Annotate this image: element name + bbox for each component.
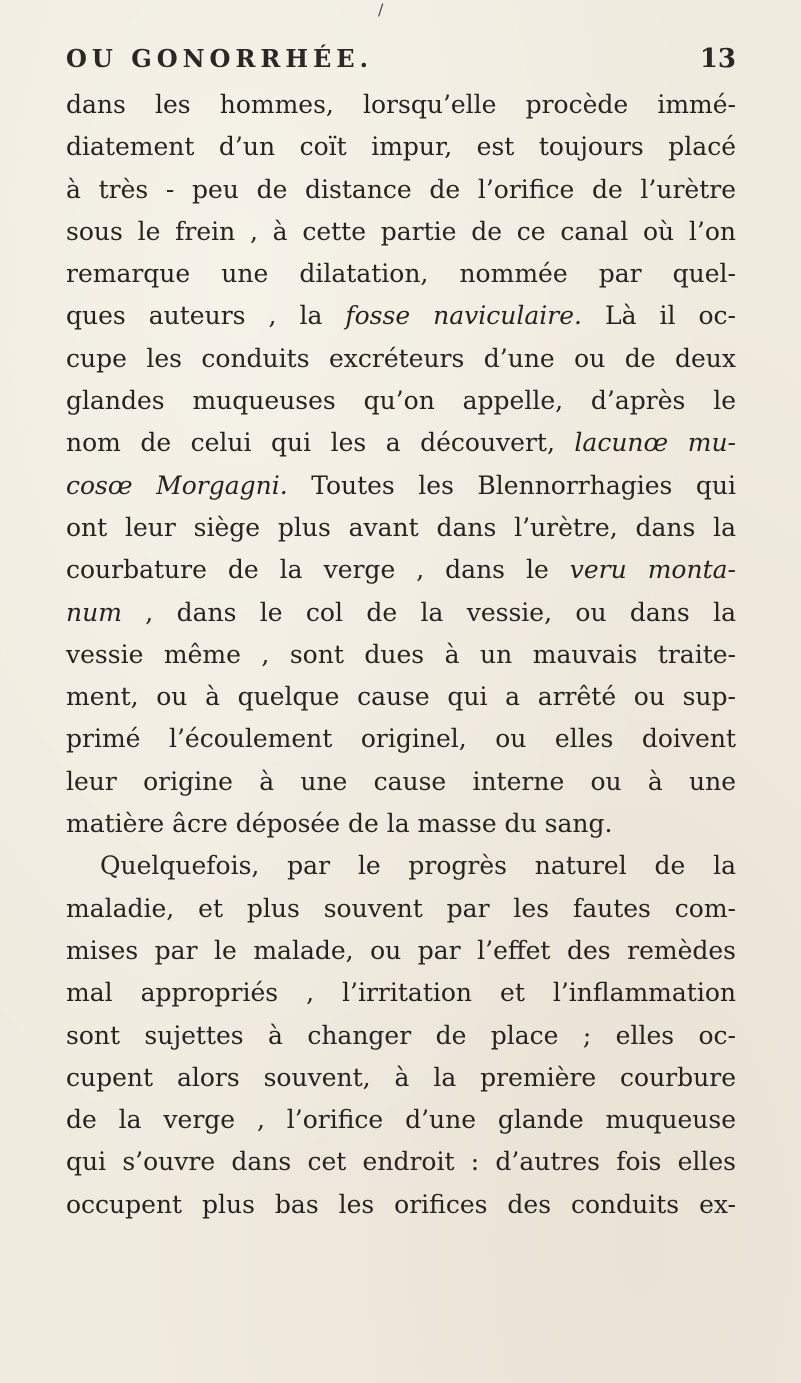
text-line: [66, 1057, 736, 1099]
text-line: [66, 592, 736, 634]
italic-term: num: [66, 597, 122, 627]
text-segment: maladie, et plus souvent par les fautes com-: [66, 893, 736, 923]
text-segment: ques auteurs , la: [66, 301, 346, 331]
body-text: [66, 84, 736, 1226]
text-line: [66, 761, 736, 803]
text-segment: dans les hommes, lorsqu’elle procède immé-: [66, 90, 736, 119]
text-segment: diatement d’un coït impur, est toujours placé: [66, 132, 736, 162]
text-segment: nom de celui qui les a découvert,: [66, 428, 575, 458]
text-segment: occupent plus bas les orifices des conduits ex-: [66, 1189, 736, 1219]
text-line: [66, 718, 736, 760]
top-margin-mark: /: [378, 0, 384, 19]
text-line: [66, 507, 736, 549]
italic-term: lacunœ mu-: [574, 428, 736, 458]
text-line: [66, 211, 736, 253]
text-segment: Toutes les Blennorrhagies qui: [287, 470, 736, 500]
text-segment: de la verge , l’orifice d’une glande muqueuse: [66, 1105, 736, 1135]
text-line: [66, 634, 736, 676]
text-segment: mises par le malade, ou par l’effet des remèdes: [66, 935, 736, 965]
text-line: [66, 549, 736, 591]
text-line: [66, 845, 736, 887]
text-segment: sous le frein , à cette partie de ce canal où l’on: [66, 216, 736, 246]
text-line: [66, 422, 736, 464]
italic-term: cosœ Morgagni.: [66, 470, 288, 500]
text-segment: qui s’ouvre dans cet endroit : d’autres fois elles: [66, 1147, 736, 1177]
text-segment: glandes muqueuses qu’on appelle, d’après le: [66, 386, 736, 416]
text-segment: primé l’écoulement originel, ou elles doivent: [66, 724, 736, 754]
running-head: [66, 44, 736, 84]
text-line: [66, 84, 736, 126]
italic-term: fosse naviculaire.: [345, 301, 582, 331]
text-segment: Là il oc-: [581, 301, 736, 331]
text-segment: courbature de la verge , dans le: [66, 555, 570, 585]
text-line: [66, 126, 736, 168]
text-segment: leur origine à une cause interne ou à une: [66, 766, 736, 796]
text-line: [66, 1141, 736, 1183]
text-line: [66, 972, 736, 1014]
text-line: [66, 169, 736, 211]
text-segment: ont leur siège plus avant dans l’urètre, dans la: [66, 512, 736, 542]
text-line: [66, 930, 736, 972]
text-segment: vessie même , sont dues à un mauvais traite-: [66, 639, 736, 669]
text-line: [66, 465, 736, 507]
text-line: [66, 1099, 736, 1141]
text-line: [66, 803, 736, 845]
text-segment: ment, ou à quelque cause qui a arrêté ou sup-: [66, 682, 736, 712]
text-segment: mal appropriés , l’irritation et l’inflammation: [66, 978, 736, 1008]
text-line: [66, 676, 736, 718]
text-segment: cupent alors souvent, à la première courbure: [66, 1062, 736, 1092]
text-segment: Quelquefois, par le progrès naturel de la: [100, 851, 736, 881]
text-line: [66, 1184, 736, 1226]
text-segment: , dans le col de la vessie, ou dans la: [121, 597, 736, 627]
text-segment: à très - peu de distance de l’orifice de l’urètre: [66, 174, 736, 204]
running-title: OU GONORRHÉE.: [66, 44, 373, 73]
text-line: [66, 888, 736, 930]
text-line: [66, 253, 736, 295]
text-line: [66, 338, 736, 380]
text-segment: matière âcre déposée de la masse du sang.: [66, 809, 613, 839]
text-segment: sont sujettes à changer de place ; elles oc-: [66, 1020, 736, 1050]
page-number: 13: [699, 44, 736, 74]
text-line: [66, 1015, 736, 1057]
text-segment: remarque une dilatation, nommée par quel-: [66, 259, 736, 289]
italic-term: veru monta-: [569, 555, 736, 585]
text-line: [66, 380, 736, 422]
text-segment: cupe les conduits excréteurs d’une ou de deux: [66, 343, 736, 373]
text-line: [66, 295, 736, 337]
